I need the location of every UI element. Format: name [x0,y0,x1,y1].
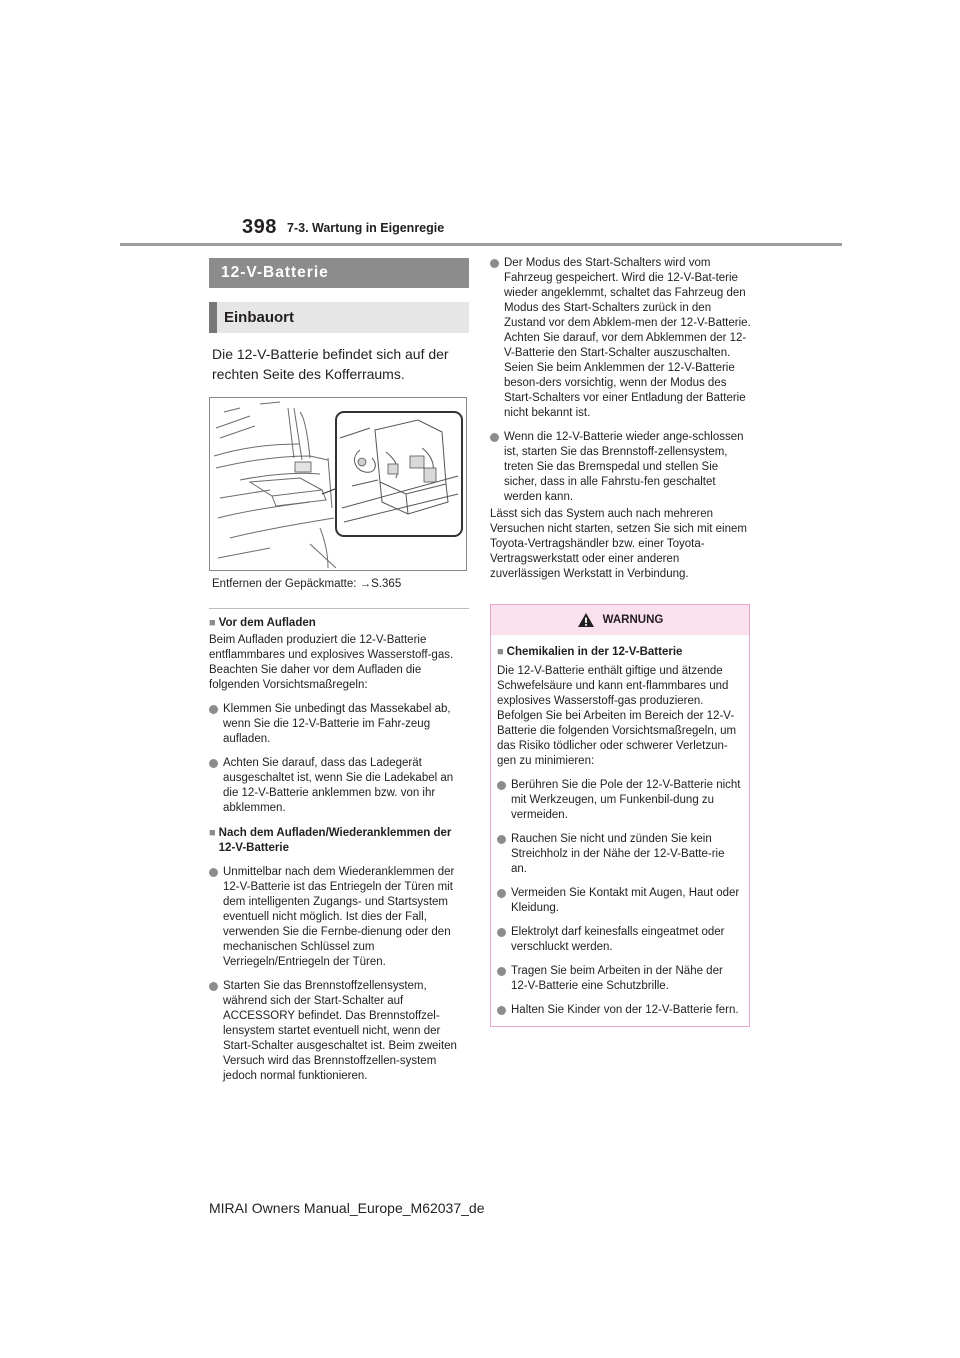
warning-intro-text: Die 12-V-Batterie enthält giftige und ätzende Schwefelsäure und kann ent-flammbares und explosives Wasserstoff-gas produzieren. Befolgen Sie bei Arbeiten im Bereich der 12-V-Batterie die folgenden Vorsichtsmaßregeln, um das Risiko tödlicher oder schwerer Verletzun-gen zu minimieren: [497,665,737,767]
square-bullet-icon: ■ [209,617,216,629]
bullet-dot-icon [209,759,218,768]
list-item: Wenn die 12-V-Batterie wieder ange-schlossen ist, starten Sie das Brennstoff-zellensystem, treten Sie das Bremspedal und stellen Sie sicher, dass in alle Fahrstu-fen geschaltet werden kann. [490,430,752,505]
warning-triangle-icon [577,612,595,628]
charging-intro-text: Beim Aufladen produziert die 12-V-Batterie entflammbares und explosives Wasserstoff-gas. Beachten Sie daher vor dem Aufladen die folgenden Vorsichtsmaßregeln: [209,634,454,691]
page-number: 398 [242,216,277,238]
bullet-dot-icon [497,781,506,790]
bullet-dot-icon [209,705,218,714]
warning-header [491,605,749,635]
section-path: 7-3. Wartung in Eigenregie [287,221,445,235]
figure-caption: Entfernen der Gepäckmatte: →S.365 [212,578,402,590]
left-column [209,258,469,1084]
bullet-dot-icon [497,967,506,976]
list-item: Der Modus des Start-Schalters wird vom Fahrzeug gespeichert. Wird die 12-V-Bat-terie wieder angeklemmt, schaltet das Fahrzeug den Modus des Start-Schalters zurück in den Zustand vor dem Abklem-men der 12-V-Batterie. Achten Sie darauf, vor dem Abklemmen der 12-V-Batterie den Start-Schalter auszuschalten. Seien Sie beim Anklemmen der 12-V-Batterie beson-ders vorsichtig, wenn der Modus des Start-Schalters vor einer Entladung der Batterie nicht bekannt ist. [490,256,752,421]
bullet-dot-icon [490,259,499,268]
square-bullet-icon: ■ [497,646,504,658]
header-rule [120,243,842,246]
list-item: Starten Sie das Brennstoffzellensystem, während sich der Start-Schalter auf ACCESSORY befindet. Das Brennstoffzel-lensystem startet eventuell nicht, wenn der Start-Schalter ausgeschaltet ist. Beim zweiten Versuch wird das Brennstoffzellen-system jedoch normal funktionieren. [209,979,469,1084]
list-item: Achten Sie darauf, dass das Ladegerät ausgeschaltet ist, wenn Sie die Ladekabel an die 12-V-Batterie anklemmen bzw. von ihr abklemmen. [209,756,469,816]
list-item: Tragen Sie beim Arbeiten in der Nähe der 12-V-Batterie eine Schutzbrille. [497,964,741,994]
list-item: Rauchen Sie nicht und zünden Sie kein Streichholz in der Nähe der 12-V-Batte-rie an. [497,832,741,877]
warning-heading: ■ Chemikalien in der 12-V-Batterie [497,646,683,658]
warning-box [490,604,750,1027]
bullet-dot-icon [209,868,218,877]
list-item: Vermeiden Sie Kontakt mit Augen, Haut oder Kleidung. [497,886,741,916]
heading-after-charging: ■ Nach dem Aufladen/Wiederanklemmen der 12-V-Batterie [209,827,452,854]
bullet-dot-icon [209,982,218,991]
section-title: 12-V-Batterie [209,258,469,288]
intro-text: Die 12-V-Batterie befindet sich auf der rechten Seite des Kofferraums. [212,346,449,382]
square-bullet-icon: ■ [209,827,216,839]
contact-dealer-text: Lässt sich das System auch nach mehreren Versuchen nicht starten, setzen Sie sich mit einem Toyota-Vertragshändler bzw. einer Toyota-Vertragswerkstatt oder einer anderen zuverlässigen Werkstatt in Verbindung. [490,508,747,580]
trunk-illustration-svg [210,398,466,570]
list-item: Unmittelbar nach dem Wiederanklemmen der 12-V-Batterie ist das Entriegeln der Türen mit dem intelligenten Zugangs- und Startsystem eventuell nicht möglich. Ist dies der Fall, verwenden Sie die Fernbe-dienung oder den mechanischen Schlüssel zum Verriegeln/Entriegeln der Türen. [209,865,469,970]
bullet-dot-icon [490,433,499,442]
heading-before-charging: ■ Vor dem Aufladen [209,617,316,629]
bullet-dot-icon [497,928,506,937]
bullet-dot-icon [497,1006,506,1015]
right-column [490,256,752,1027]
list-item: Halten Sie Kinder von der 12-V-Batterie fern. [497,1003,741,1018]
subsection-title: Einbauort [209,302,469,333]
list-item: Klemmen Sie unbedingt das Massekabel ab, wenn Sie die 12-V-Batterie im Fahr-zeug aufladen. [209,702,469,747]
divider [209,608,469,609]
warning-label: WARNUNG [602,614,664,626]
bullet-dot-icon [497,835,506,844]
trunk-battery-illustration [209,397,467,571]
list-item: Berühren Sie die Pole der 12-V-Batterie nicht mit Werkzeugen, um Funkenbil-dung zu vermeiden. [497,778,741,823]
footer-text: MIRAI Owners Manual_Europe_M62037_de [209,1200,485,1216]
list-item: Elektrolyt darf keinesfalls eingeatmet oder verschluckt werden. [497,925,741,955]
bullet-dot-icon [497,889,506,898]
